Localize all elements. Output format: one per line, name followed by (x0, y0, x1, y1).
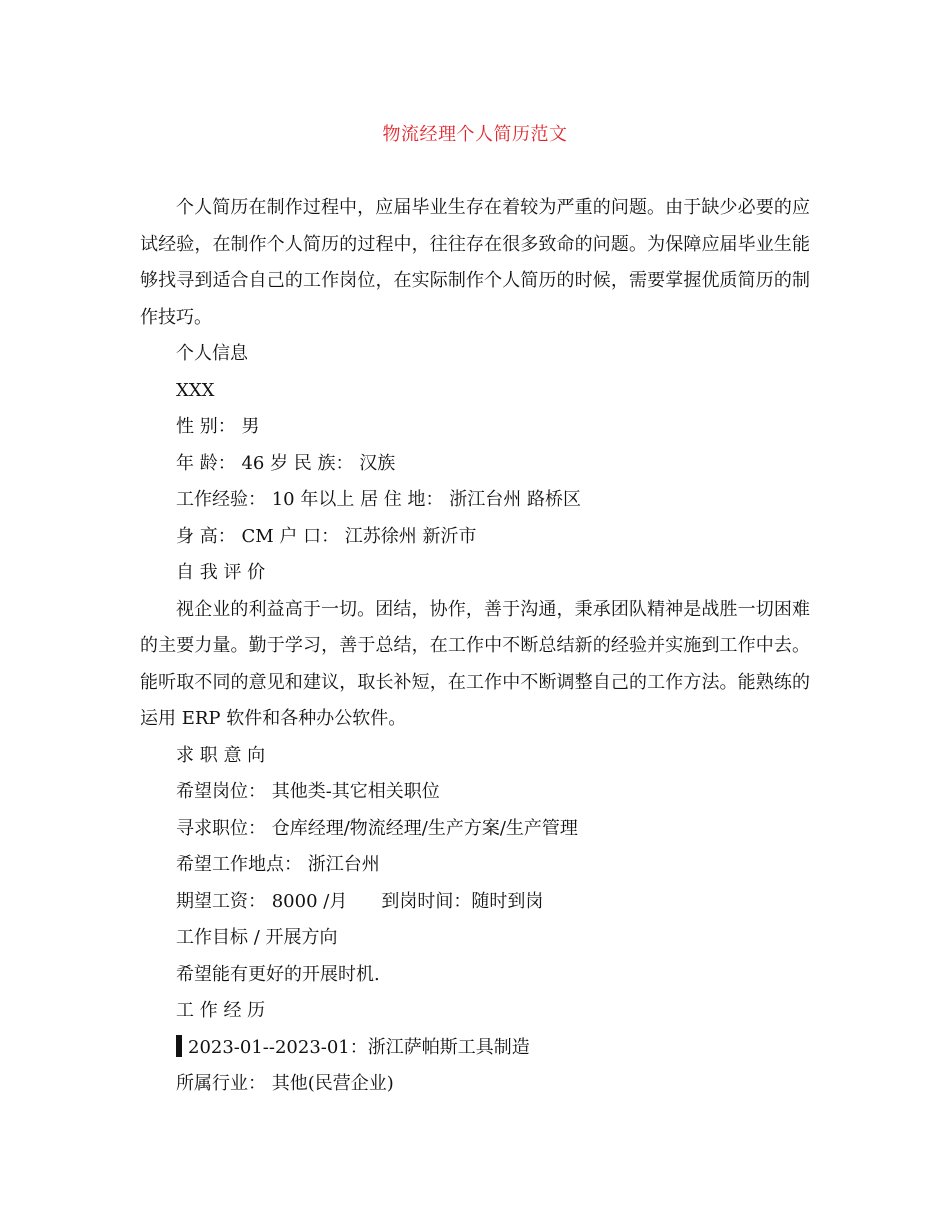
gender-line: 性 别： 男 (176, 416, 260, 437)
self-evaluation-heading: 自 我 评 价 (176, 562, 266, 583)
bullet-bar-icon (176, 1035, 182, 1057)
industry-line: 所属行业： 其他(民营企业) (176, 1073, 394, 1094)
work-goal-text: 希望能有更好的开展时机. (176, 963, 380, 985)
desired-location-line: 希望工作地点： 浙江台州 (176, 854, 380, 875)
seeking-position-line: 寻求职位： 仓库经理/物流经理/生产方案/生产管理 (176, 817, 578, 839)
work-entry-period: 2023-01--2023-01：浙江萨帕斯工具制造 (188, 1036, 530, 1058)
height-hukou-line: 身 高： CM 户 口： 江苏徐州 新沂市 (176, 525, 477, 547)
desired-position-line: 希望岗位： 其他类-其它相关职位 (176, 781, 440, 802)
work-entry-line (140, 1030, 810, 1067)
document-title: 物流经理个人简历范文 (382, 124, 568, 145)
salary-availability-line (140, 884, 810, 921)
experience-residence-line: 工作经验： 10 年以上 居 住 地： 浙江台州 路桥区 (176, 489, 581, 510)
name-line: XXX (176, 379, 215, 401)
availability-text: 到岗时间：随时到岗 (381, 890, 544, 912)
job-intention-heading: 求 职 意 向 (176, 744, 266, 766)
personal-info-heading: 个人信息 (176, 343, 248, 364)
age-ethnicity-line: 年 龄： 46 岁 民 族： 汉族 (176, 452, 396, 474)
document-body (140, 190, 810, 1103)
salary-text: 期望工资： 8000 /月 (176, 890, 348, 912)
intro-paragraph: 个人简历在制作过程中，应届毕业生存在着较为严重的问题。由于缺少必要的应试经验，在制作个人简历的过程中，往往存在很多致命的问题。为保障应届毕业生能够找寻到适合自己的工作岗位，在实际制作个人简历的时候，需要掌握优质简历的制作技巧。 (140, 197, 810, 328)
work-goal-heading: 工作目标 / 开展方向 (176, 927, 338, 948)
self-evaluation-paragraph: 视企业的利益高于一切。团结，协作，善于沟通，秉承团队精神是战胜一切困难的主要力量。勤于学习，善于总结，在工作中不断总结新的经验并实施到工作中去。能听取不同的意见和建议，取长补短，在工作中不断调整自己的工作方法。能熟练的运用 ERP 软件和各种办公软件。 (140, 598, 810, 729)
work-experience-heading: 工 作 经 历 (176, 1000, 266, 1021)
